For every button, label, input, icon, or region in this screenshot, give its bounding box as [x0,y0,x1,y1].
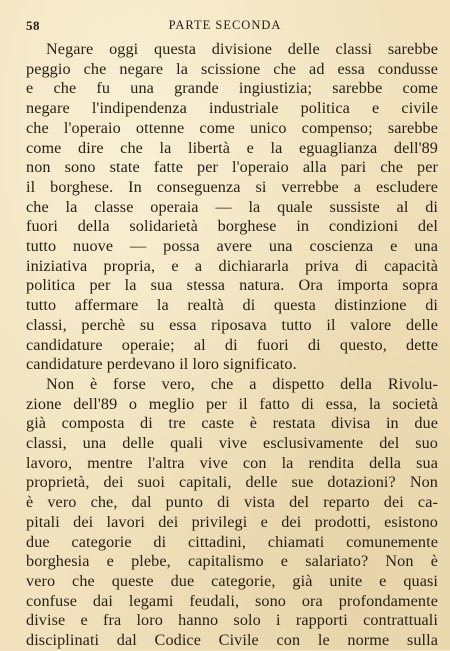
text-line: zione dell'89 o meglio per il fatto di essa, la società [26,394,438,413]
text-line: classi, una delle quali vive esclusivamente del suo [26,434,438,453]
text-line: confuse dai legami feudali, sono ora profondamente [26,591,438,610]
text-line: Non è forse vero, che a dispetto della Rivolu- [46,374,438,393]
text-line: politica per la sua stessa natura. Ora importa sopra [26,276,438,295]
text-line: negare l'indipendenza industriale politica e civile [26,99,438,118]
text-line: candidature operaie; al di fuori di questo, dette [26,335,438,354]
text-line: è vero che, dal punto di vista del reparto dei ca- [26,493,438,512]
text-line: non sono state fatte per l'operaio alla pari che per [26,158,438,177]
text-line: pitali dei lavori dei privilegi e dei prodotti, esistono [26,512,438,531]
text-line: Negare oggi questa divisione delle classi sarebbe [46,40,438,58]
page-header [26,18,424,36]
text-line: vero che queste due categorie, già unite e quasi [26,571,438,590]
text-line: che la classe operaia — la quale sussiste al di [26,197,438,216]
text-line: che l'operaio ottenne come unico compenso; sarebbe [26,118,438,137]
text-line: iniziativa propria, e a dichiararla priva di capacità [26,256,438,275]
text-line: divise e fra loro hanno solo i rapporti contrattuali [26,611,438,630]
text-line: il borghese. In conseguenza si verrebbe a escludere [26,177,438,196]
body-text [26,40,438,651]
text-line: borghesia e plebe, capitalismo e salariato? Non è [26,552,438,571]
text-line: già composta di tre caste è restata divisa in due [26,414,438,433]
text-line: tutto affermare la realtà di questa distinzione di [26,296,438,315]
text-line: disciplinati dal Codice Civile con le norme sulla [26,631,438,650]
running-title: PARTE SECONDA [168,18,282,32]
text-line: due categorie di cittadini, chiamati comunemente [26,532,438,551]
text-line: fuori della solidarietà borghese in condizioni del [26,217,438,236]
page-number: 58 [26,18,40,33]
text-line: classi, perchè su essa riposava tutto il valore delle [26,315,438,334]
text-line: peggio che negare la scissione che ad essa condusse [26,59,438,78]
text-line: come dire che la libertà e la eguaglianza dell'89 [26,138,438,157]
text-line: tutto nuove — possa avere una coscienza e una [26,237,438,256]
text-line: e che fu una grande ingiustizia; sarebbe come [26,79,438,98]
text-line: lavoro, mentre l'altra vive con la rendita della sua [26,453,438,472]
text-line: candidature perdevano il loro significato. [26,355,297,374]
text-line: proprietà, dei suoi capitali, delle sue dotazioni? Non [26,473,438,492]
